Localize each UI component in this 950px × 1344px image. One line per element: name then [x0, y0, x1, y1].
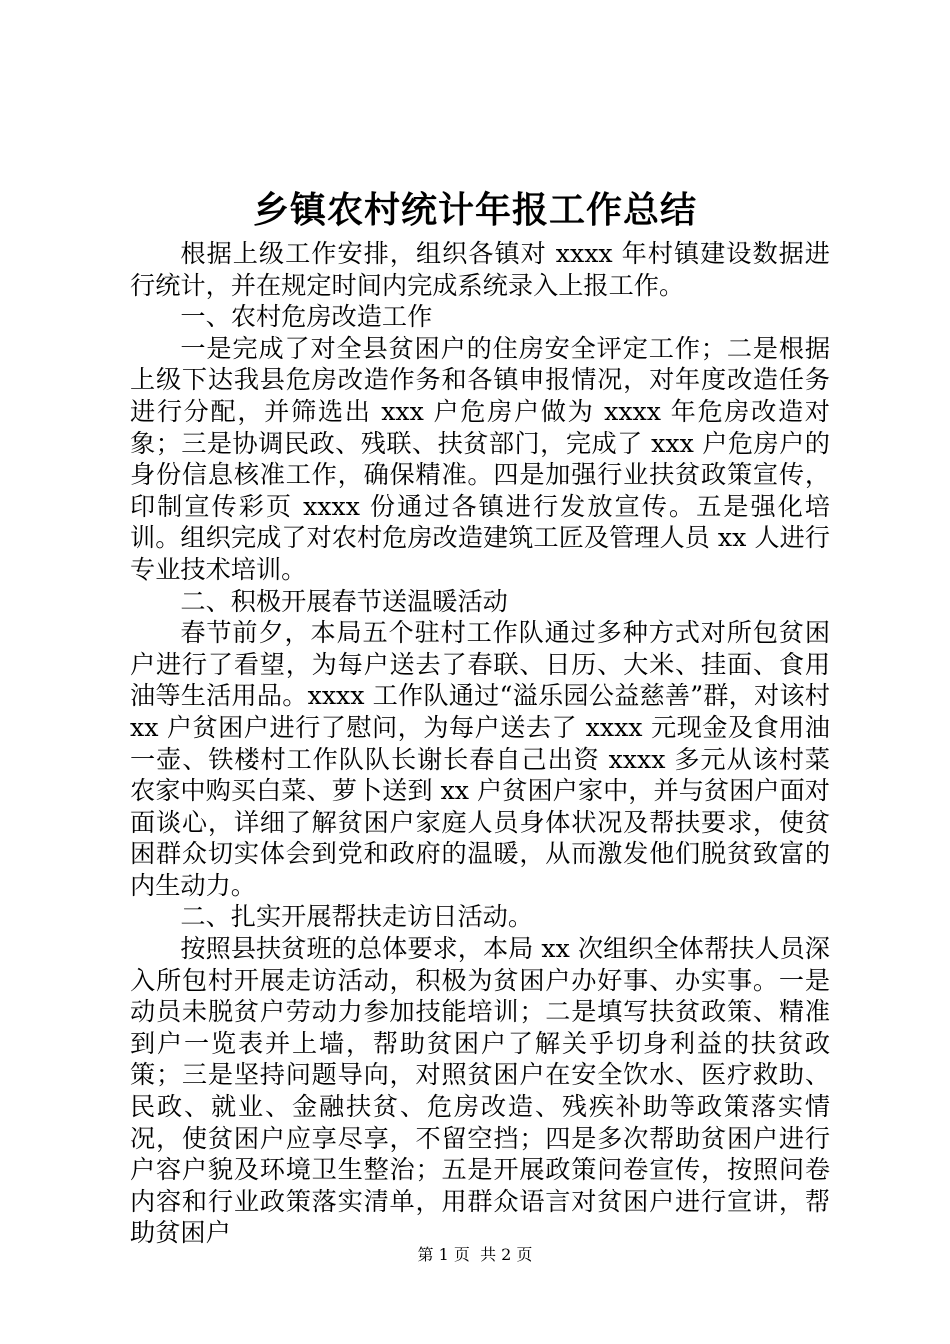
page-total: 共 2 页	[480, 1245, 533, 1264]
page-footer	[0, 1244, 950, 1266]
paragraph-intro: 根据上级工作安排，组织各镇对 xxxx 年村镇建设数据进行统计，并在规定时间内完成系统录入上报工作。	[130, 239, 830, 300]
document-body	[130, 238, 830, 1249]
section-heading-3: 二、扎实开展帮扶走访日活动。	[180, 902, 534, 932]
section-heading-1: 一、农村危房改造工作	[180, 302, 433, 332]
paragraph-section-3: 按照县扶贫班的总体要求，本局 xx 次组织全体帮扶人员深入所包村开展走访活动，积极为贫困户办好事、办实事。一是动员未脱贫户劳动力参加技能培训；二是填写扶贫政策、精准到户一览表并上墙，帮助贫困户了解关乎切身利益的扶贫政策；三是坚持问题导向，对照贫困户在安全饮水、医疗救助、民政、就业、金融扶贫、危房改造、残疾补助等政策落实情况，使贫困户应享尽享，不留空挡；四是多次帮助贫困户进行户容户貌及环境卫生整治；五是开展政策问卷宣传，按照问卷内容和行业政策落实清单，用群众语言对贫困户进行宣讲，帮助贫困户	[130, 934, 830, 1248]
page-title: 乡镇农村统计年报工作总结	[252, 189, 697, 231]
section-heading-2: 二、积极开展春节送温暖活动	[180, 586, 508, 616]
paragraph-section-1: 一是完成了对全县贫困户的住房安全评定工作；二是根据上级下达我县危房改造作务和各镇申报情况，对年度改造任务进行分配，并筛选出 xxx 户危房户做为 xxxx 年危房改造对象；三是协调民政、残联、扶贫部门，完成了 xxx 户危房户的身份信息核准工作，确保精准。四是加强行业扶贫政策宣传，印制宣传彩页 xxxx 份通过各镇进行发放宣传。五是强化培训。组织完成了对农村危房改造建筑工匠及管理人员 xx 人进行专业技术培训。	[130, 333, 830, 584]
page-number: 第 1 页	[417, 1245, 470, 1264]
paragraph-section-2: 春节前夕，本局五个驻村工作队通过多种方式对所包贫困户进行了看望，为每户送去了春联、日历、大米、挂面、食用油等生活用品。xxxx 工作队通过“溢乐园公益慈善”群，对该村 xx 户贫困户进行了慰问，为每户送去了 xxxx 元现金及食用油一壶、铁楼村工作队队长谢长春自己出资 xxxx 多元从该村菜农家中购买白菜、萝卜送到 xx 户贫困户家中，并与贫困户面对面谈心，详细了解贫困户家庭人员身体状况及帮扶要求，使贫困群众切实体会到党和政府的温暖，从而激发他们脱贫致富的内生动力。	[130, 618, 830, 900]
